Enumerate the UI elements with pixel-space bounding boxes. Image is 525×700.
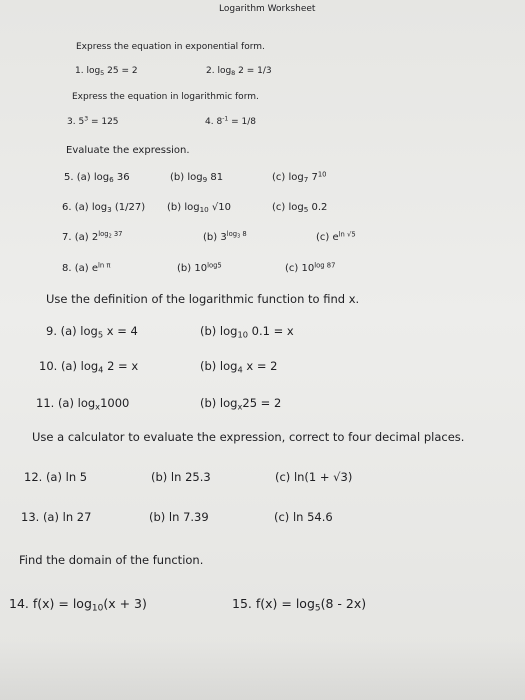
problem-6b: (b) $\log_{10} √10$	[167, 202, 232, 215]
problem-13b: (b) ln 7.39	[149, 510, 209, 524]
problem-5b: (b) $\log_9 81$	[170, 172, 224, 185]
problem-1: 1. $\log_5 25 = 2$	[75, 66, 138, 77]
problem-12c: (c) ln(1 + √3)	[275, 470, 353, 484]
problem-4: 4. $8^{-1} = 1/8$	[205, 115, 257, 127]
problem-6a: 6. (a) $\log_3 (1/27)$	[62, 202, 146, 215]
problem-15: 15. $f(x) = \log_5(8 - 2x)$	[232, 596, 367, 614]
problem-14: 14. $f(x) = \log_{10}(x + 3)$	[9, 596, 147, 614]
problem-7a: 7. (a) $2^{log_2 37}$	[62, 230, 123, 243]
problem-11a: 11. (a) $\log_x1000$	[36, 396, 130, 412]
page-shadow	[0, 640, 525, 700]
section-heading-domain: Find the domain of the function.	[19, 553, 204, 567]
problem-9b: (b) $\log_{10} 0.1 = x$	[200, 324, 294, 340]
problem-8b: (b) $10^{log5}$	[177, 261, 222, 274]
section-heading-exponential-form: Express the equation in exponential form.	[76, 42, 265, 52]
problem-5c: (c) $\log_7 7^{10}$	[272, 170, 327, 185]
problem-10a: 10. (a) $\log_4 2 = x$	[39, 359, 139, 375]
problem-10b: (b) $\log_4 x = 2$	[200, 359, 278, 375]
section-heading-logarithmic-form: Express the equation in logarithmic form.	[72, 92, 259, 102]
problem-11b: (b) $\log_x25 = 2$	[200, 396, 282, 412]
section-heading-evaluate: Evaluate the expression.	[66, 145, 190, 156]
problem-7b: (b) $3^{log_3 8}$	[203, 230, 247, 243]
problem-6c: (c) $\log_5 0.2$	[272, 202, 328, 215]
worksheet-title: Logarithm Worksheet	[219, 4, 316, 14]
problem-5a: 5. (a) $\log_6 36$	[64, 172, 130, 185]
section-heading-definition: Use the definition of the logarithmic function to find x.	[46, 292, 360, 306]
section-heading-calculator: Use a calculator to evaluate the expression, correct to four decimal places.	[32, 430, 465, 444]
problem-2: 2. $\log_8 2 = 1/3$	[206, 66, 272, 77]
problem-12b: (b) ln 25.3	[151, 470, 211, 484]
problem-9a: 9. (a) $\log_5 x = 4$	[46, 324, 138, 340]
problem-12a: 12. (a) ln 5	[24, 470, 88, 484]
problem-13c: (c) ln 54.6	[274, 510, 333, 524]
problem-3: 3. $5^3 = 125$	[67, 115, 119, 127]
problem-13a: 13. (a) ln 27	[21, 510, 92, 524]
problem-8a: 8. (a) $e^{ln \pi}$	[62, 261, 111, 274]
problem-7c: (c) $e^{ln √5}$	[316, 230, 356, 243]
problem-8c: (c) $10^{log 87}$	[285, 261, 336, 274]
